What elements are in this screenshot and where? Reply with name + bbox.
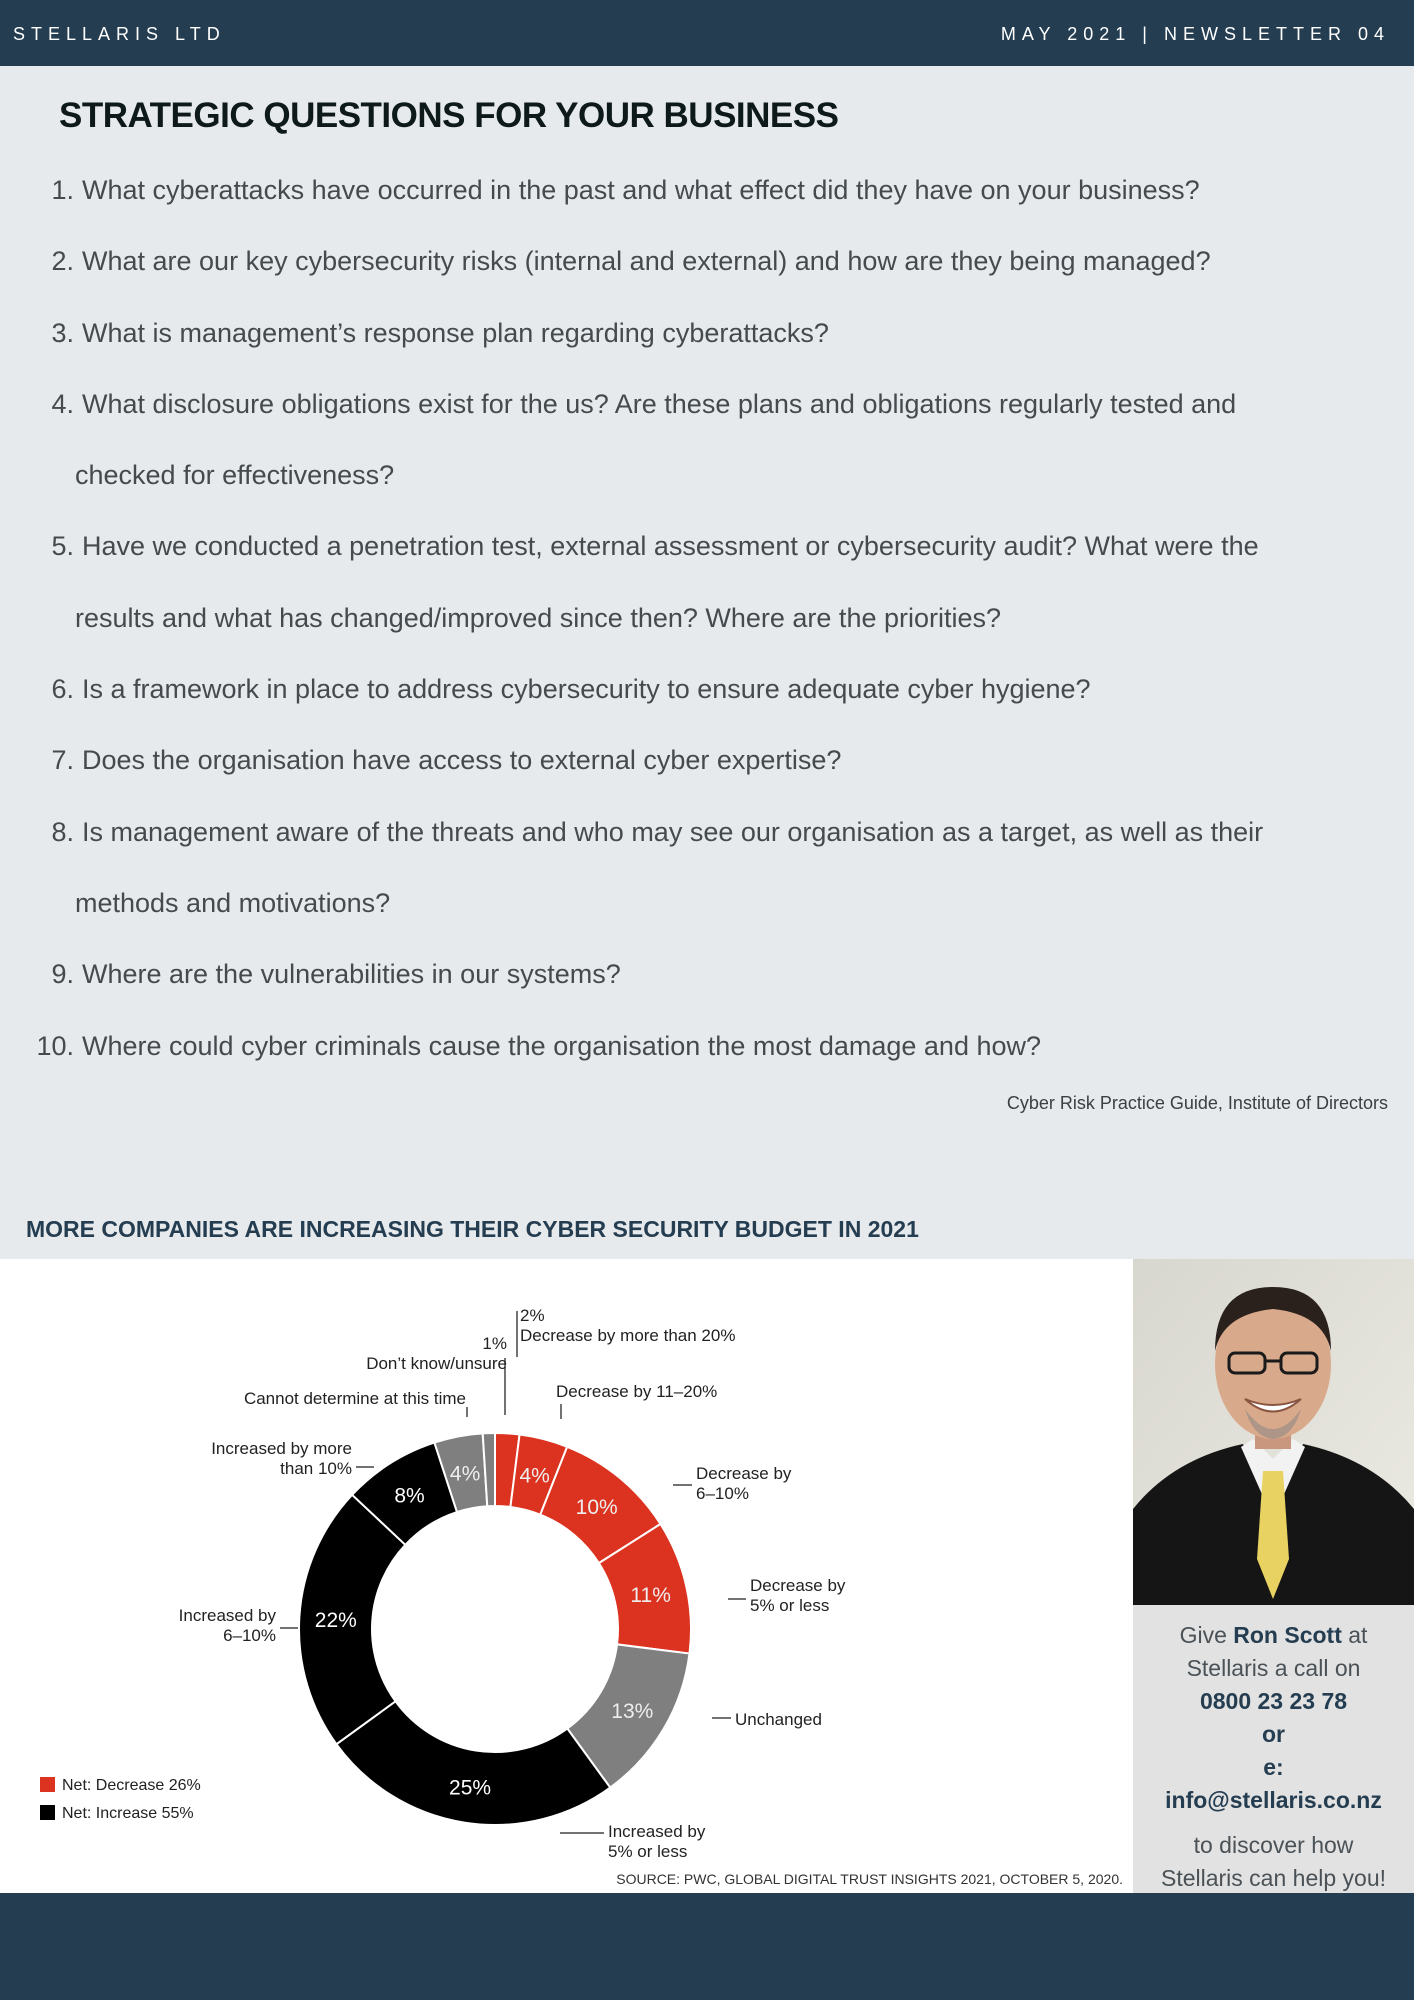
slice-category-label: Increased by xyxy=(608,1822,706,1841)
budget-donut-chart xyxy=(0,1259,1133,1893)
legend-label: Net: Increase 55% xyxy=(62,1805,194,1822)
question-text: Is a framework in place to address cybersecurity to ensure adequate cyber hygiene? xyxy=(82,674,1091,705)
slice-category-label: Increased by more xyxy=(211,1439,352,1458)
question-number: 2. xyxy=(51,246,74,277)
question-number: 9. xyxy=(51,959,74,990)
question-text: What is management’s response plan regarding cyberattacks? xyxy=(82,317,829,348)
question-text: What disclosure obligations exist for the us? Are these plans and obligations regularly tested and xyxy=(82,388,1237,419)
contact-phone[interactable]: 0800 23 23 78 xyxy=(1199,1688,1348,1714)
slice-category-label: Decrease by 11–20% xyxy=(556,1382,718,1401)
contact-at: at xyxy=(1348,1622,1368,1648)
questions-list xyxy=(0,155,1414,1082)
contact-email-label: e: xyxy=(1263,1754,1284,1780)
budget-chart-panel xyxy=(0,1259,1133,1893)
slice-value-label: 4% xyxy=(449,1462,481,1486)
question-number: 5. xyxy=(51,531,74,562)
slice-category-label: 6–10% xyxy=(696,1484,749,1503)
question-text: Is management aware of the threats and who may see our organisation as a target, as well as their xyxy=(82,816,1264,847)
contact-or: or xyxy=(1262,1721,1285,1747)
question-item xyxy=(0,725,1414,796)
questions-title: STRATEGIC QUESTIONS FOR YOUR BUSINESS xyxy=(59,96,839,135)
issue-date: MAY 2021 | NEWSLETTER 04 xyxy=(1000,24,1390,44)
brand-name: STELLARIS LTD xyxy=(13,24,226,44)
question-text: Where are the vulnerabilities in our systems? xyxy=(82,959,621,990)
question-item xyxy=(0,1011,1414,1082)
slice-value-label: 22% xyxy=(314,1608,357,1632)
question-item xyxy=(0,939,1414,1010)
question-text: What cyberattacks have occurred in the past and what effect did they have on your business? xyxy=(82,175,1200,205)
slice-category-label: Don’t know/unsure xyxy=(366,1354,507,1373)
question-number: 4. xyxy=(51,388,74,419)
question-item xyxy=(0,298,1414,369)
question-text: results and what has changed/improved since then? Where are the priorities? xyxy=(75,602,1002,633)
slice-category-label: 5% or less xyxy=(750,1596,830,1615)
contact-give: Give xyxy=(1179,1622,1227,1648)
question-number: 6. xyxy=(51,674,74,705)
slice-value-label: 4% xyxy=(519,1464,550,1488)
question-item xyxy=(0,226,1414,297)
question-number: 3. xyxy=(51,317,74,348)
question-item xyxy=(0,155,1414,226)
question-item xyxy=(0,797,1414,940)
citation: Cyber Risk Practice Guide, Institute of Directors xyxy=(1006,1093,1388,1113)
question-item xyxy=(0,511,1414,654)
top-banner xyxy=(0,0,1414,66)
slice-value-label: 8% xyxy=(394,1484,425,1508)
question-number: 8. xyxy=(51,816,74,847)
question-number: 10. xyxy=(36,1030,74,1061)
slice-value-label: 10% xyxy=(575,1496,618,1520)
slice-value-label: 25% xyxy=(449,1776,492,1800)
slice-category-label: Cannot determine at this time xyxy=(243,1389,466,1408)
ron-scott-photo xyxy=(1133,1259,1414,1605)
slice-value-label: 11% xyxy=(630,1584,671,1608)
question-item xyxy=(0,369,1414,512)
slice-category-label: 1% xyxy=(482,1334,507,1353)
slice-category-label: 2% xyxy=(520,1306,545,1325)
contact-text xyxy=(1133,1619,1414,1895)
contact-name: Ron Scott xyxy=(1233,1622,1342,1648)
question-number: 1. xyxy=(51,175,74,205)
slice-category-label: Unchanged xyxy=(735,1710,822,1729)
chart-source: SOURCE: PWC, GLOBAL DIGITAL TRUST INSIGHTS 2021, OCTOBER 5, 2020. xyxy=(616,1871,1123,1887)
slice-category-label: Decrease by more than 20% xyxy=(520,1326,736,1345)
question-text: checked for effectiveness? xyxy=(75,460,395,491)
question-text: Have we conducted a penetration test, external assessment or cybersecurity audit? What were the xyxy=(82,531,1259,562)
legend-swatch xyxy=(40,1805,55,1820)
contact-email[interactable]: info@stellaris.co.nz xyxy=(1165,1787,1382,1813)
contact-help: Stellaris can help you! xyxy=(1160,1865,1386,1891)
question-text: Does the organisation have access to external cyber expertise? xyxy=(82,745,842,776)
budget-section-title: MORE COMPANIES ARE INCREASING THEIR CYBER SECURITY BUDGET IN 2021 xyxy=(26,1216,919,1242)
contact-discover: to discover how xyxy=(1193,1832,1354,1858)
slice-category-label: 5% or less xyxy=(608,1842,688,1861)
slice-value-label: 13% xyxy=(611,1700,654,1724)
question-text: Where could cyber criminals cause the organisation the most damage and how? xyxy=(82,1030,1042,1061)
slice-category-label: than 10% xyxy=(280,1459,352,1478)
legend-swatch xyxy=(40,1777,55,1792)
footer-bar xyxy=(0,1893,1414,2000)
slice-category-label: Decrease by xyxy=(750,1576,846,1595)
contact-panel xyxy=(1133,1259,1414,1893)
question-item xyxy=(0,654,1414,725)
slice-category-label: Increased by xyxy=(178,1606,276,1625)
legend-label: Net: Decrease 26% xyxy=(62,1777,201,1794)
slice-category-label: 6–10% xyxy=(223,1626,276,1645)
question-text: What are our key cybersecurity risks (internal and external) and how are they being managed? xyxy=(82,246,1211,277)
slice-category-label: Decrease by xyxy=(696,1464,792,1483)
contact-call: Stellaris a call on xyxy=(1186,1655,1361,1681)
question-text: methods and motivations? xyxy=(75,887,391,918)
question-number: 7. xyxy=(51,745,74,776)
donut-slice xyxy=(336,1701,610,1825)
